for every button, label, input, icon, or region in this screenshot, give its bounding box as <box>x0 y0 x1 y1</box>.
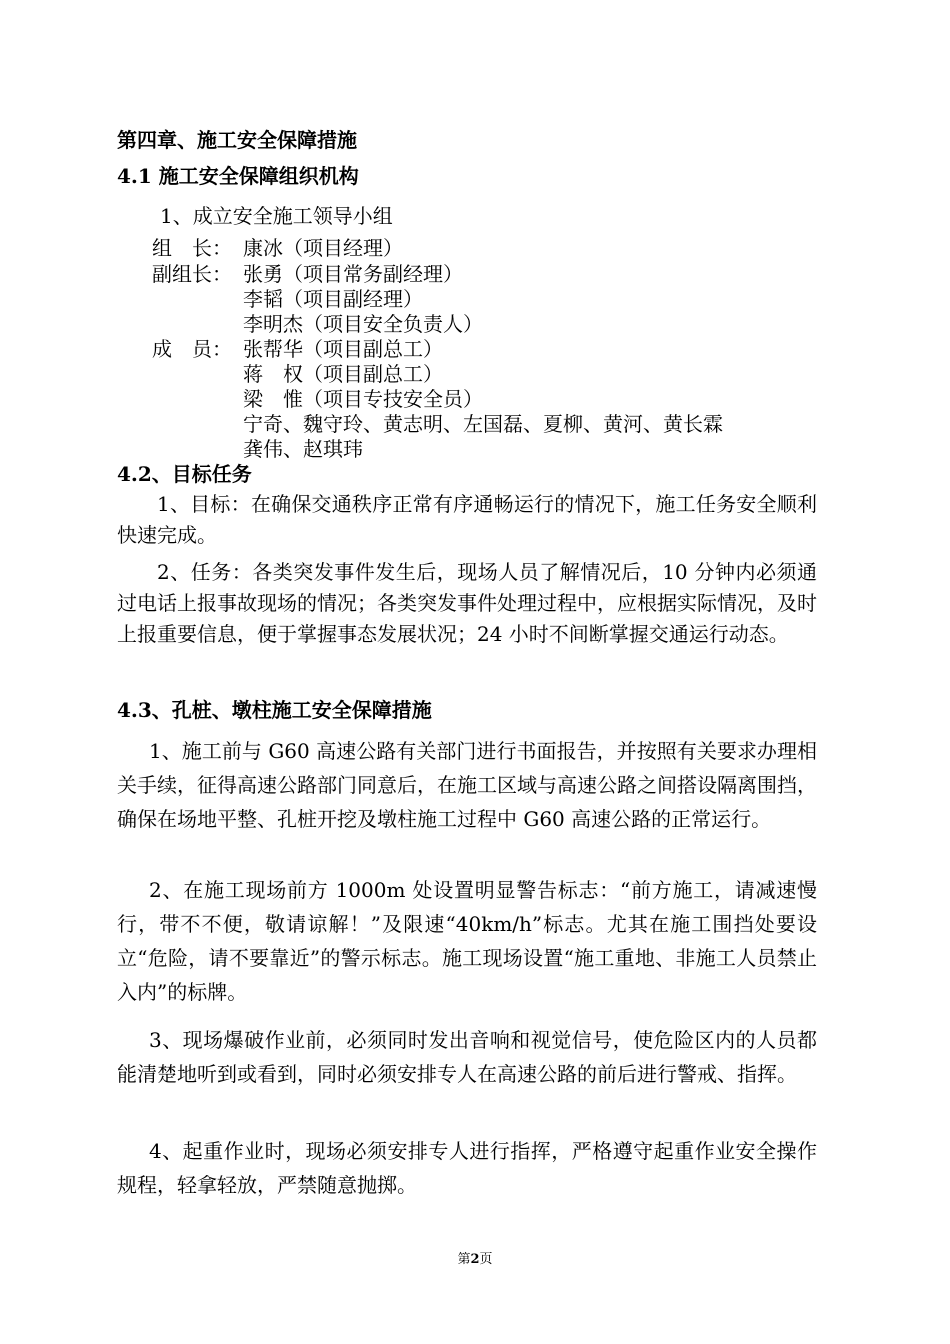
deputy-label: 副组长： <box>152 262 232 286</box>
measure-paragraph: 4、起重作业时，现场必须安排专人进行指挥，严格遵守起重作业安全操作规程，轻拿轻放，严禁随意抛掷。 <box>117 1139 817 1197</box>
deputy-name: 李韬（项目副经理） <box>243 287 423 311</box>
leader-label: 组 长： <box>152 236 232 260</box>
target-paragraph: 1、目标：在确保交通秩序正常有序通畅运行的情况下，施工任务安全顺利快速完成。 <box>117 492 817 547</box>
member-names: 宁奇、魏守玲、黄志明、左国磊、夏柳、黄河、黄长霖 <box>243 412 723 436</box>
measure-paragraph: 2、在施工现场前方 1000m 处设置明显警告标志：“前方施工，请减速慢行，带不不便，敬请谅解！”及限速“40km/h”标志。尤其在施工围挡处要设立“危险，请不要靠近”的警示标志。施工现场设置“施工重地、非施工人员禁止入内”的标牌。 <box>117 878 817 1004</box>
deputy-name: 李明杰（项目安全负责人） <box>243 312 483 336</box>
section-4-2-title: 4.2、目标任务 <box>117 462 252 486</box>
page-number: 2 <box>470 1252 480 1267</box>
measure-paragraph: 3、现场爆破作业前，必须同时发出音响和视觉信号，使危险区内的人员都能清楚地听到或看到，同时必须安排专人在高速公路的前后进行警戒、指挥。 <box>117 1028 817 1086</box>
section-4-3-title: 4.3、孔桩、墩柱施工安全保障措施 <box>117 698 432 722</box>
measure-paragraph: 1、施工前与 G60 高速公路有关部门进行书面报告，并按照有关要求办理相关手续，征得高速公路部门同意后，在施工区域与高速公路之间搭设隔离围挡，确保在场地平整、孔桩开挖及墩柱施工过程中 G60 高速公路的正常运行。 <box>117 739 817 831</box>
item-establish-group: 1、成立安全施工领导小组 <box>160 204 393 228</box>
member-name: 梁 惟（项目专技安全员） <box>243 387 483 411</box>
footer-prefix: 第 <box>457 1252 471 1267</box>
chapter-title: 第四章、施工安全保障措施 <box>117 128 357 152</box>
member-name: 张帮华（项目副总工） <box>243 337 443 361</box>
section-4-1-title: 4.1 施工安全保障组织机构 <box>117 164 359 188</box>
footer-suffix: 页 <box>479 1252 493 1267</box>
member-name: 蒋 权（项目副总工） <box>243 362 443 386</box>
page-footer <box>0 1248 950 1267</box>
leader-name: 康冰（项目经理） <box>243 236 403 260</box>
task-paragraph: 2、任务：各类突发事件发生后，现场人员了解情况后，10 分钟内必须通过电话上报事故现场的情况；各类突发事件处理过程中，应根据实际情况，及时上报重要信息，便于掌握事态发展状况；24 小时不间断掌握交通运行动态。 <box>117 560 817 646</box>
member-label: 成 员： <box>152 337 232 361</box>
member-names: 龚伟、赵琪玮 <box>243 437 363 461</box>
deputy-name: 张勇（项目常务副经理） <box>243 262 463 286</box>
